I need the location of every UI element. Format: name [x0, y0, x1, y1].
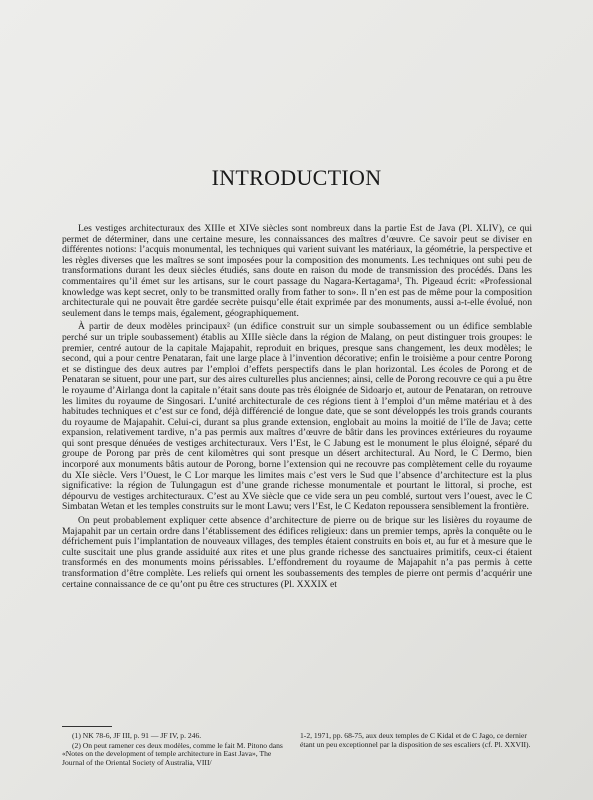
paragraph: On peut probablement expliquer cette absence d’architecture de pierre ou de brique sur les lisières du royaume de Majapahit par un certain ordre dans l’établissement des édifices religieux: dans un premier temps, après la conquête ou le défrichement puis l’implantation de nouveaux villages, des temples étaient construits en bois et, au fur et à mesure que le culte suscitait une plus grande assiduité aux rites et une plus grande richesse des sanctuaires primitifs, ceux-ci étaient transformés en des monuments moins périssables. L’effondrement du royaume de Majapahit n’a pas permis à cette transformation d’être complète. Les reliefs qui ornent les soubassements des temples de pierre ont permis d’acquérir une certaine connaissance de ce qu’ont pu être ces structures (Pl. XXXIX et — [62, 515, 532, 590]
footnote-separator — [62, 726, 112, 727]
page-title: INTRODUCTION — [211, 165, 382, 190]
body-text — [62, 224, 532, 593]
footnote: (1) NK 78-6, JF III, p. 91 — JF IV, p. 246. — [72, 731, 202, 740]
paragraph: À partir de deux modèles principaux² (un édifice construit sur un simple soubassement ou un édifice semblable perché sur un triple soubassement) établis au XIIIe siècle dans la région de Malang, on peut distinguer trois groupes: le premier, centré autour de la capitale Majapahit, reproduit en briques, presque sans changement, les deux modèles; le second, qui a pour centre Penataran, fait une large place à l’invention décorative; enfin le troisième a pour centre Porong et se distingue des deux autres par l’emploi d’effets perspectifs dans le plan horizontal. Les écoles de Porong et de Penataran se situent, pour une part, sur des aires culturelles plus anciennes; ainsi, celle de Porong recouvre ce qui a pu être le royaume d’Airlanga dont la capitale n’était sans doute pas très éloignée de Sidoarjo et, autour de Penataran, on retrouve les limites du royaume de Singosari. L’unité architecturale de ces régions tient à l’emploi d’un même matériau et à des habitudes techniques et c’est sur ce fond, déjà différencié de longue date, que se sont développés les trois grands courants du royaume de Majapahit. Celui-ci, durant sa plus grande extension, englobait au moins la moitié de l’île de Java; cette expansion, relativement tardive, n’a pas permis aux maîtres d’œuvre de bâtir dans les provinces extérieures du royaume qui sont presque dénuées de vestiges architecturaux. Vers l’Est, le C Jabung est le monument le plus éloigné, séparé du groupe de Porong par près de cent kilomètres qui sont presque un désert architectural. Au Nord, le C Dermo, bien incorporé aux monuments bâtis autour de Porong, borne l’extension qui ne recouvre pas complètement celle du royaume du XIe siècle. Vers l’Ouest, le C Lor marque les limites mais c’est vers le Sud que l’absence d’architecture est la plus significative: la région de Tulungagun est d’une grande richesse monumentale et pourtant le littoral, si proche, est dépourvu de vestiges architecturaux. C’est au XVe siècle que ce vide sera un peu comblé, surtout vers l’ouest, avec le C Simbatan Wetan et les temples construits sur le mont Lawu; vers l’Est, le C Kedaton repoussera sensiblement la frontière. — [62, 321, 532, 513]
footnotes-left-column — [62, 732, 286, 769]
footnotes-right-column — [300, 732, 532, 750]
footnote: (2) On peut ramener ces deux modèles, comme le fait M. Pitono dans «Notes on the development of temple architecture in East Java», The Journal of the Oriental Society of Australia, VIII/ — [62, 740, 283, 768]
paragraph: Les vestiges architecturaux des XIIIe et XIVe siècles sont nombreux dans la partie Est de Java (Pl. XLIV), ce qui permet de déterminer, dans une certaine mesure, les connaissances des maîtres d’œuvre. Ce savoir peut se diviser en différentes notions: l’acquis monumental, les techniques qui varient suivant les matériaux, la géométrie, la perspective et les règles diverses que les maîtres se sont imposées pour la composition des monuments. Les techniques ont subi peu de transformations durant les deux siècles étudiés, sans doute en raison du mode de transmission des procédés. Dans les commentaires qu’il émet sur les artisans, sur le court passage du Nagara-Kertagama¹, Th. Pigeaud écrit: «Professional knowledge was kept secret, only to be transmitted orally from father to son». Il n’en est pas de même pour la composition architecturale qui ne pouvait être gardée secrète puisqu’elle était exprimée par des monuments, aussi a-t-elle évolué, non seulement dans le temps mais, également, géographiquement. — [62, 223, 532, 319]
footnote-continuation: 1-2, 1971, pp. 68-75, aux deux temples de C Kidal et de C Jago, ce dernier étant un peu exceptionnel par la disposition de ses escaliers (cf. Pl. XXVII). — [300, 731, 531, 749]
